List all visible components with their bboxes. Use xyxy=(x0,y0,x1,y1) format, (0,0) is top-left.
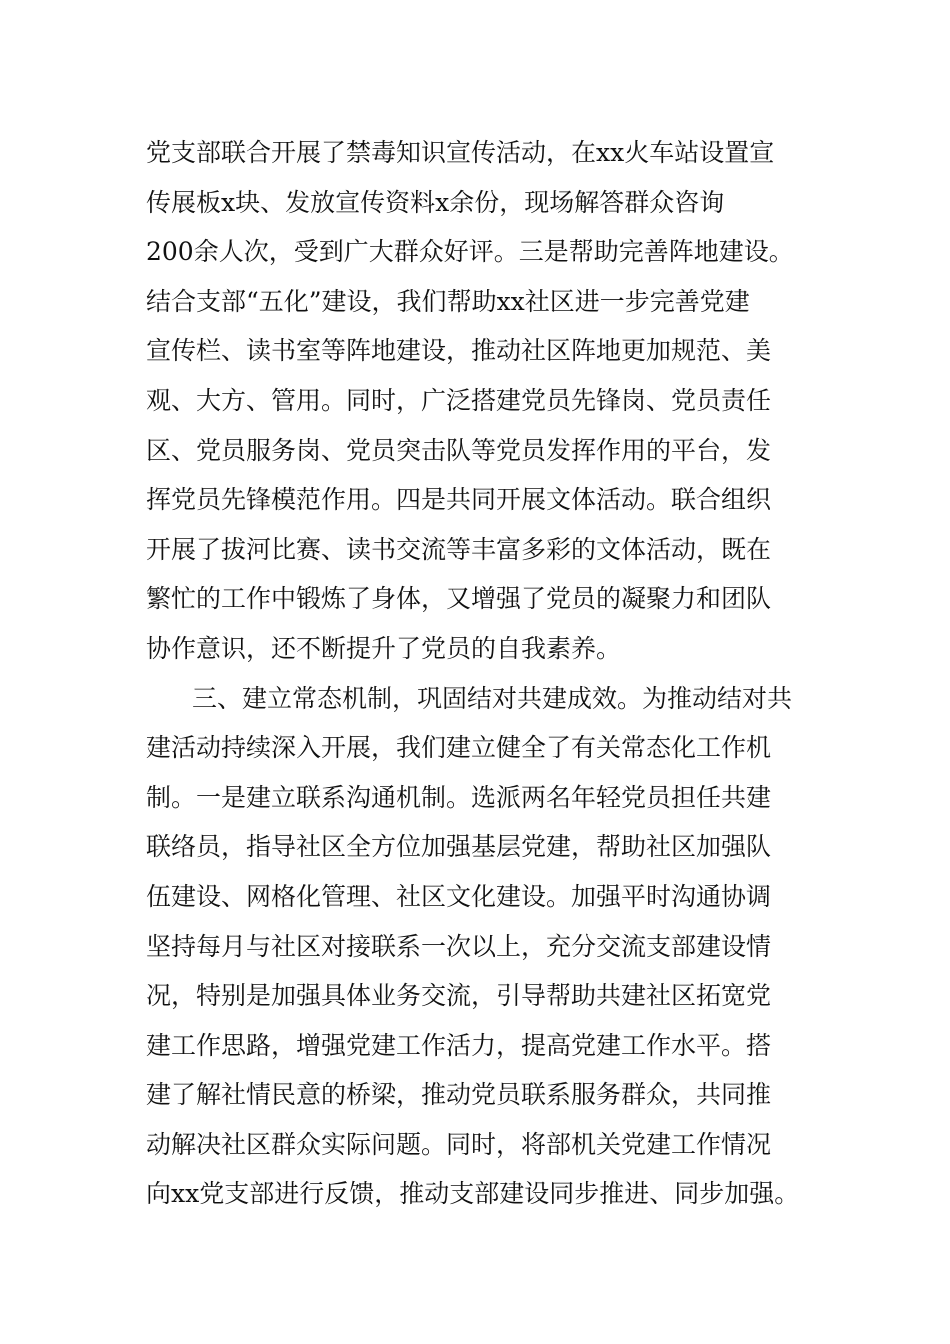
text-line: 向xx党支部进行反馈，推动支部建设同步推进、同步加强。 xyxy=(146,1179,800,1209)
text-line: 开展了拔河比赛、读书交流等丰富多彩的文体活动，既在 xyxy=(146,534,772,564)
text-line: 动解决社区群众实际问题。同时，将部机关党建工作情况 xyxy=(146,1129,772,1159)
text-line: 坚持每月与社区对接联系一次以上，充分交流支部建设情 xyxy=(146,931,772,961)
text-line: 协作意识，还不断提升了党员的自我素养。 xyxy=(146,633,622,663)
text-line: 挥党员先锋模范作用。四是共同开展文体活动。联合组织 xyxy=(146,485,772,515)
body-text xyxy=(146,128,836,1219)
text-line: 建工作思路，增强党建工作活力，提高党建工作水平。搭 xyxy=(146,1030,772,1060)
text-line: 联络员，指导社区全方位加强基层党建，帮助社区加强队 xyxy=(146,832,772,862)
text-line: 200余人次，受到广大群众好评。三是帮助完善阵地建设。 xyxy=(146,237,794,267)
text-line: 建了解社情民意的桥梁，推动党员联系服务群众，共同推 xyxy=(146,1080,772,1110)
text-line: 制。一是建立联系沟通机制。选派两名年轻党员担任共建 xyxy=(146,782,772,812)
text-line: 伍建设、网格化管理、社区文化建设。加强平时沟通协调 xyxy=(146,881,772,911)
text-line: 结合支部“五化”建设，我们帮助xx社区进一步完善党建 xyxy=(146,286,750,316)
text-line: 党支部联合开展了禁毒知识宣传活动，在xx火车站设置宣 xyxy=(146,138,775,167)
text-line: 况，特别是加强具体业务交流，引导帮助共建社区拓宽党 xyxy=(146,981,772,1011)
text-line: 区、党员服务岗、党员突击队等党员发挥作用的平台，发 xyxy=(146,435,772,465)
text-line: 宣传栏、读书室等阵地建设，推动社区阵地更加规范、美 xyxy=(146,336,772,366)
text-line: 观、大方、管用。同时，广泛搭建党员先锋岗、党员责任 xyxy=(146,385,772,415)
text-line: 建活动持续深入开展，我们建立健全了有关常态化工作机 xyxy=(146,733,772,763)
paragraph-start-line: 三、建立常态机制，巩固结对共建成效。为推动结对共 xyxy=(192,683,793,713)
text-line: 传展板x块、发放宣传资料x余份，现场解答群众咨询 xyxy=(146,187,725,217)
text-line: 繁忙的工作中锻炼了身体，又增强了党员的凝聚力和团队 xyxy=(146,584,772,614)
